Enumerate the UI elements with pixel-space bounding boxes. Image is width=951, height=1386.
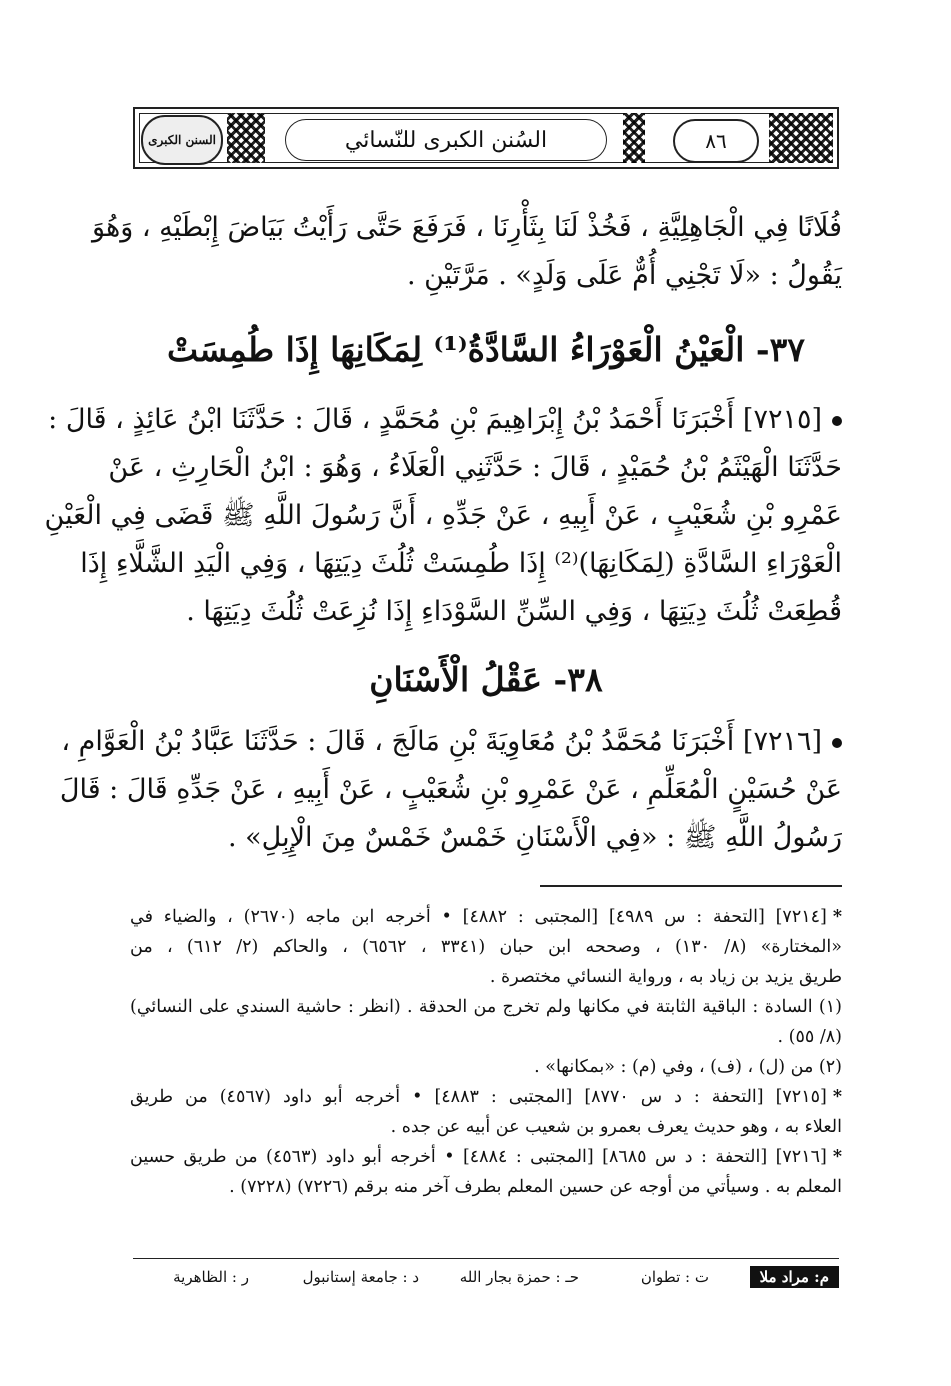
note-line: المعلم به . وسيأتي من أوجه عن حسين المعلم بطرف آخر منه برقم (٧٢٢٦) (٧٢٢٨) . — [229, 1177, 842, 1197]
note-line: (٢) من (ل) ، (ف) ، وفي (م) : «بمكانها» . — [534, 1057, 842, 1077]
text-line — [48, 396, 842, 444]
note-line: *[٧٢١٤] [التحفة : س ٤٩٨٩] [المجتبى : ٤٨٨٢] • أخرجه ابن ماجه (٢٦٧٠) ، والضياء في — [130, 907, 843, 927]
asterisk-icon: * — [832, 907, 843, 927]
continued-text — [92, 204, 842, 300]
hadith-line: [٧٢١٥] أَخْبَرَنَا أَحْمَدُ بْنُ إِبْرَاهِيمَ بْنِ مُحَمَّدٍ ، قَالَ : حَدَّثَنَا ابْنُ عَائِذٍ ، قَالَ : — [48, 404, 822, 435]
legend-item: حـ : حمزة بجار الله — [459, 1268, 579, 1286]
hadith-7216 — [59, 718, 842, 862]
note-line: (١) السادة : الباقية الثابتة في مكانها ولم تخرج من الحدقة . (انظر : حاشية السندي على النسائي) — [130, 997, 842, 1017]
ornament-right — [769, 113, 833, 163]
text-line — [61, 718, 842, 766]
hadith-line: [٧٢١٦] أَخْبَرَنَا مُحَمَّدُ بْنُ مُعَاوِيَةَ بْنِ مَالَجَ ، قَالَ : حَدَّثَنَا عَبَّادُ بْنُ الْعَوَّامِ ، — [61, 726, 822, 757]
text-line: يَقُولُ : «لَا تَجْنِي أُمٌّ عَلَى وَلَدٍ» . مَرَّتَيْنِ . — [406, 260, 842, 291]
note-line: *[٧٢١٦] [التحفة : د س ٨٦٨٥] [المجتبى : ٤٨٨٤] • أخرجه أبو داود (٤٥٦٣) من طريق حسين — [130, 1147, 842, 1167]
ornament-left — [227, 113, 265, 163]
footnote-divider — [540, 885, 842, 887]
chapter-heading-38: ٣٨- عَقْلُ الْأَسْنَانِ — [369, 660, 603, 699]
legend-item: ر : الظاهرية — [173, 1268, 249, 1286]
book-emblem-logo: السنن الكبرى — [141, 115, 223, 165]
asterisk-icon: * — [832, 1087, 842, 1107]
text-line: رَسُولُ اللَّهِ ﷺ : «فِي الْأَسْنَانِ خَمْسٌ خَمْسٌ مِنَ الْإِبِلِ» . — [228, 822, 842, 853]
note-line: (٨/ ٥٥) . — [777, 1027, 842, 1047]
asterisk-icon: * — [832, 1147, 842, 1167]
bullet-icon — [832, 416, 842, 426]
text-line: قُطِعَتْ ثُلُثَ دِيَتِهَا ، وَفِي السِّنِّ السَّوْدَاءِ إِذَا نُزِعَتْ ثُلُثَ دِيَتِهَا . — [186, 596, 842, 627]
legend-item: ت : تطوان — [640, 1268, 709, 1286]
note-line: *[٧٢١٥] [التحفة : د س ٨٧٧٠] [المجتبى : ٤٨٨٣] • أخرجه أبو داود (٤٥٦٧) من طريق — [130, 1087, 842, 1107]
chapter-heading-37: ٣٧- الْعَيْنُ الْعَوْرَاءُ السَّادَّةُ⁽¹⁾ لِمَكَانِهَا إِذَا طُمِسَتْ — [166, 330, 806, 369]
note-line: «المختارة» (٨/ ١٣٠) ، وصححه ابن حبان (٣٣٤١ ، ٦٥٦٢) ، والحاكم (٢/ ٦١٢) ، من — [130, 937, 842, 957]
page-number: ٨٦ — [673, 119, 759, 163]
bullet-icon — [832, 738, 842, 748]
text-line: حَدَّثَنَا الْهَيْثَمُ بْنُ حُمَيْدٍ ، قَالَ : حَدَّثَنِي الْعَلَاءُ ، وَهُوَ : ابْنُ الْحَارِثِ ، عَنْ — [108, 452, 842, 483]
hadith-7215 — [44, 396, 842, 636]
legend-item: د : جامعة إستانبول — [302, 1268, 419, 1286]
page-header — [133, 107, 839, 169]
text-line: عَمْرِو بْنِ شُعَيْبٍ ، عَنْ أَبِيهِ ، عَنْ جَدِّهِ ، أَنَّ رَسُولَ اللَّهِ ﷺ قَضَى فِي الْعَيْنِ — [44, 500, 842, 531]
footer-divider — [133, 1258, 839, 1259]
text-line: فُلَانًا فِي الْجَاهِلِيَّةِ ، فَخُذْ لَنَا بِثَأْرِنَا ، فَرَفَعَ حَتَّى رَأَيْتُ بَيَاضَ إِبْطَيْهِ ، وَهُوَ — [92, 212, 842, 243]
book-title: السُنن الكبرى للنّسائي — [285, 119, 607, 161]
footnotes — [130, 902, 842, 1202]
manuscript-legend — [133, 1264, 839, 1296]
note-line: طريق يزيد بن زياد به ، ورواية النسائي مختصرة . — [489, 967, 842, 987]
text-line: الْعَوْرَاءِ السَّادَّةِ (لِمَكَانِهَا)⁽²⁾ إِذَا طُمِسَتْ ثُلُثَ دِيَتِهَا ، وَفِي الْيَدِ الشَّلَّاءِ إِذَا — [80, 548, 842, 579]
text-line: عَنْ حُسَيْنٍ الْمُعَلِّمِ ، عَنْ عَمْرِو بْنِ شُعَيْبٍ ، عَنْ أَبِيهِ ، عَنْ جَدِّهِ قَالَ : قَالَ — [59, 774, 842, 805]
note-line: العلاء به ، وهو حديث يعرف بعمرو بن شعيب عن أبيه عن جده . — [390, 1117, 842, 1137]
ornament-middle — [623, 113, 645, 163]
legend-badge: م: مراد ملا — [750, 1266, 839, 1288]
